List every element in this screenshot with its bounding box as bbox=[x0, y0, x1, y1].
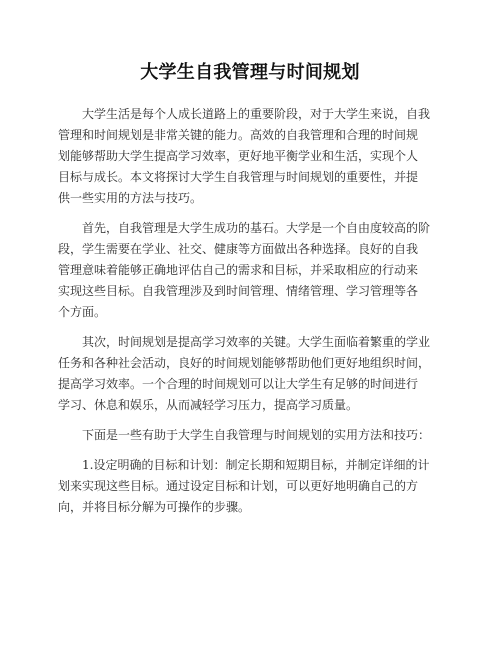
paragraph-line: 下面是一些有助于大学生自我管理与时间规划的实用方法和技巧： bbox=[82, 428, 431, 442]
paragraph-line: 学习、休息和娱乐，从而减轻学习压力，提高学习质量。 bbox=[58, 398, 359, 412]
paragraph-line: 划能够帮助大学生提高学习效率，更好地平衡学业和生活，实现个人 bbox=[58, 149, 419, 163]
paragraph-line: 向，并将目标分解为可操作的步骤。 bbox=[58, 500, 251, 514]
paragraph-line: 划来实现这些目标。通过设定目标和计划，可以更好地明确自己的方 bbox=[58, 479, 419, 493]
paragraph-line: 个方面。 bbox=[58, 305, 107, 319]
paragraph-line: 管理和时间规划是非常关键的能力。高效的自我管理和合理的时间规 bbox=[58, 128, 419, 142]
paragraph-line: 任务和各种社会活动，良好的时间规划能够帮助他们更好地组织时间， bbox=[58, 356, 431, 370]
paragraph-line: 供一些实用的方法与技巧。 bbox=[58, 191, 203, 205]
paragraph-intro bbox=[58, 104, 472, 209]
paragraph-line: 实现这些目标。自我管理涉及到时间管理、情绪管理、学习管理等各 bbox=[58, 284, 419, 298]
paragraph-method-1 bbox=[58, 455, 472, 518]
paragraph-line: 首先，自我管理是大学生成功的基石。大学是一个自由度较高的阶 bbox=[82, 221, 431, 235]
paragraph-methods-intro bbox=[58, 425, 472, 446]
paragraph-line: 其次，时间规划是提高学习效率的关键。大学生面临着繁重的学业 bbox=[82, 335, 431, 349]
paragraph-line: 大学生活是每个人成长道路上的重要阶段，对于大学生来说，自我 bbox=[82, 107, 431, 121]
document-title: 大学生自我管理与时间规划 bbox=[140, 62, 360, 83]
paragraph-line: 段，学生需要在学业、社交、健康等方面做出各种选择。良好的自我 bbox=[58, 242, 419, 256]
paragraph-line: 提高学习效率。一个合理的时间规划可以让大学生有足够的时间进行 bbox=[58, 377, 419, 391]
paragraph-line: 目标与成长。本文将探讨大学生自我管理与时间规划的重要性，并提 bbox=[58, 170, 419, 184]
paragraph-line: 1.设定明确的目标和计划：制定长期和短期目标，并制定详细的计 bbox=[82, 458, 430, 472]
paragraph-time-planning bbox=[58, 332, 472, 416]
paragraph-self-management bbox=[58, 218, 472, 323]
paragraph-line: 管理意味着能够正确地评估自己的需求和目标，并采取相应的行动来 bbox=[58, 263, 419, 277]
